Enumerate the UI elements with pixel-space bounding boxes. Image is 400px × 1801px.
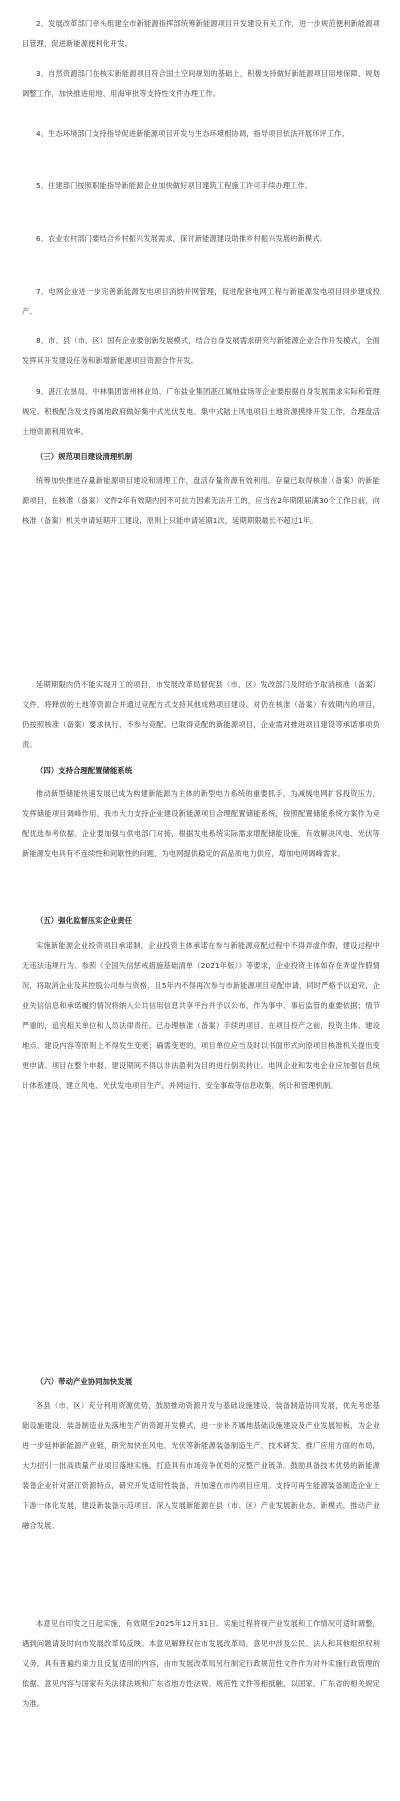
paragraph-8: 8、市、县（市、区）国有企业要创新发展模式，结合自身发展需求研究与新能源企业合作开发模式，全面发挥其开发建设任务和新增新能源项目资源合作开发。 (22, 336, 380, 365)
section-heading-4: （四）支持合理配置储能系统 (36, 766, 133, 775)
paragraph-7: 7、电网企业进一步完善新能源发电项目消纳并网管理，促进配套电网工程与新能源发电项目同步建成投产。 (22, 287, 380, 316)
paragraph-4: 4、生态环境部门支持指导促进新能源项目开发与生态环境相协调，指导项目依法开展环评工作。 (36, 129, 349, 138)
paragraph-6: 6、农业农村部门要结合乡村振兴发展需求，探讨新能源建设助推乡村振兴发展的新模式。 (36, 234, 327, 243)
paragraph-12: 推动新型储能快速发展已成为构建新能源为主体的新型电力系统的重要抓手，为减缓电网扩容投资压力，发挥储能项目调峰作用，我市大力支持企业建设新能源项目合理配置储能系统，按照配置储能系统方案作为竞配优选参考依据。企业要加强与供电部门对接，根据发电系统实际需求增配储能设施，有效解决风电、光伏等新能源发电具有不连续性和间歇性的问题，为电网提供稳定的高品质电力供应，增加电网调峰需求。 (22, 789, 380, 858)
paragraph-9: 9、湛江农垦局、中林集团雷州林业局、广东盐业集团湛江属地盐场等企业要根据自身发展需求实际和管理规定，积极配合及支持属地政府做好集中式光伏发电、集中式陆上风电项目土地资源摸排开发工作，合理盘活土地资源利用效率。 (22, 387, 380, 436)
paragraph-2: 2、发展改革部门牵头组建全市新能源指挥部统筹新能源项目开发建设有关工作，进一步规范便利新能源项目管理，促进新能源便利化开发。 (22, 19, 380, 48)
section-heading-3: （三）规范项目建设清理机制 (36, 452, 133, 461)
paragraph-13: 实施新能源企业投资项目承诺制，企业投资主体承诺在参与新能源竞配过程中不得弄虚作假，建设过程中无违法违规行为。参照《全国失信惩戒措施基础清单（2021年版）》等要求，企业投资主体如存在弄虚作假情况，将取消企业及其控股公司参与资格，且5年内不得再次参与市新能源项目竞配申请，同时严格予以追究，企业失信信息和承诺履约情况将纳入公共信用信息共享平台并予以公布，作为事中、事后监管的重要依据；情节严重的，追究相关单位和人员法律责任。已办理核准（备案）手续的项目，在项目投产之前，投资主体、建设地点、建设内容等原则上不得发生变更；确需变更的，项目单位应当及时以书面形式向原项目核准机关提出变更申请。项目在整个申报、建设期间不得以非法盈利为目的进行倒卖转让。电网企业和发电企业应加强信息统计体系建设，建立风电、光伏发电项目生产、并网运行、安全事故等信息收集、统计和管理机制。 (22, 941, 380, 1090)
paragraph-3: 3、自然资源部门在核实新能源项目符合国土空间规划的基础上，积极支持做好新能源项目用地保障、规划调整工作，加快推进用地、用海审批等支持性文件办理工作。 (22, 69, 380, 98)
paragraph-5: 5、住建部门按照职能指导新能源企业加快做好项目建筑工程施工许可手续办理工作。 (36, 181, 313, 190)
paragraph-15: 本意见自印发之日起实施，有效期至2025年12月31日。实施过程将视产业发展和工作情况可适时调整，遇到问题请及时向市发展改革局反映。本意见解释权在市发展改革局。意见中涉及公民、法人和其他组织权利义务，具有普遍约束力且反复适用的内容，由市发展改革局另行制定行政规范性文件作为对外实施行政管理的依据。意见内容与国家有关法律法规和广东省地方性法规、规范性文件等相抵触，以国家、广东省的相关规定为准。 (22, 1619, 380, 1708)
section-heading-5: （五）强化监督压实企业责任 (36, 916, 133, 925)
paragraph-11: 延期期限内仍不能实现开工的项目，市发展改革局督促县（市、区）发改部门及时给予取消核准（备案）文件，将释放的土地等资源合并通过竞配方式支持其他成熟项目建设。对仍在核准（备案）有效期内的项目，仍按照核准（备案）要求执行，不参与竞配。已取得竞配的新能源项目，企业需对推进项目建设等承诺事项负责。 (22, 680, 380, 749)
section-heading-6: （六）带动产业协同加快发展 (36, 1377, 133, 1386)
paragraph-10: 统筹加快推进存量新能源项目建设和清理工作，盘活存量资源有效利用。存量已取得核准（备案）的新能源项目，在核准（备案）文件2年有效期内因不可抗力因素无法开工的，应当在2年期限届满30个工作日前，向核准（备案）机关申请延期开工建设，原则上只能申请延期1次，延期期限最长不超过1年。 (22, 476, 380, 525)
paragraph-14: 各县（市、区）充分利用资源优势，鼓励推动资源开发与基础设施建设、装备制造协同发展，优先考虑基础设施建设、装备制造业先落地生产的资源开发模式，进一步补齐属地基础设施建设及产业发展短板，为企业进一步延伸新能源产业链，研究加快在风电、光伏等新能源装备制造生产、技术研发、推广应用方面的布局，大力招引一批高质量产业项目落地实施，打造具有市场竞争优势的完整产业链条。鼓励具备技术优势的新能源装备企业针对湛江资源特点，研究开发适用性装备，并加速在市内项目应用。支持可再生能源装备制造企业上下游一体化发展，建设新装备示范项目。深入发展新能源在县（市、区）产业发展新业态、新模式，推动产业融合发展。 (22, 1401, 380, 1530)
